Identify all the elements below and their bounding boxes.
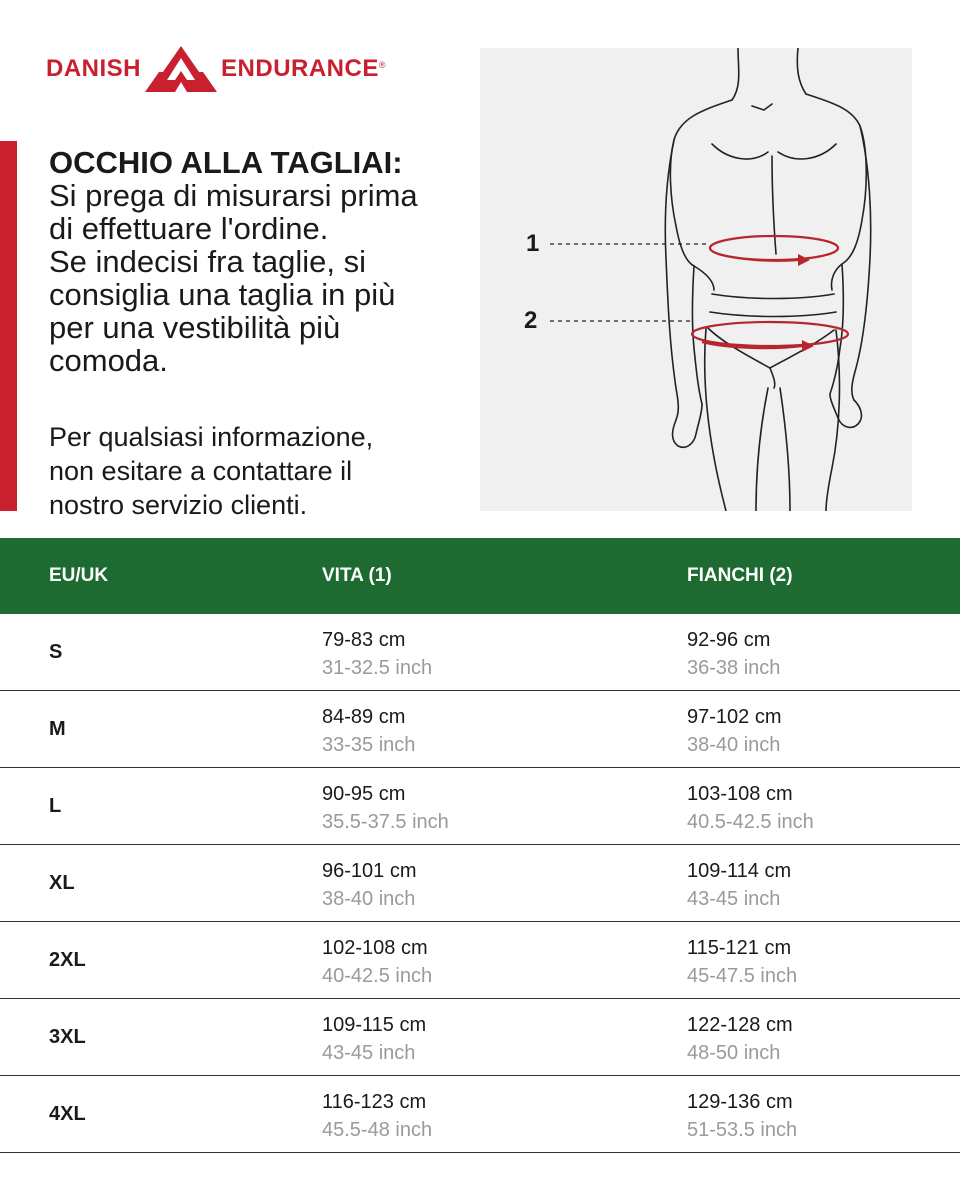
column-header-waist: VITA (1) <box>322 565 392 586</box>
size-label: M <box>49 718 66 740</box>
size-label: 2XL <box>49 949 86 971</box>
hip-cell <box>687 1011 793 1067</box>
contact-line: Per qualsiasi informazione, <box>49 422 374 452</box>
table-row <box>0 614 960 691</box>
registered-mark: ® <box>378 60 386 70</box>
table-row <box>0 691 960 768</box>
table-row <box>0 845 960 922</box>
table-row <box>0 768 960 845</box>
waist-cell <box>322 1088 432 1144</box>
size-label: 3XL <box>49 1026 86 1048</box>
hip-cm: 122-128 cm <box>687 1014 793 1036</box>
waist-inch: 33-35 inch <box>322 734 416 756</box>
hip-cell <box>687 857 791 913</box>
contact-text <box>49 420 469 522</box>
size-label: XL <box>49 872 75 894</box>
contact-line: non esitare a contattare il <box>49 456 353 486</box>
table-row <box>0 1076 960 1153</box>
hip-cell <box>687 780 814 836</box>
size-label: S <box>49 641 63 663</box>
size-table-header <box>0 538 960 614</box>
body-measurement-figure <box>480 48 912 511</box>
waist-inch: 40-42.5 inch <box>322 965 433 987</box>
hip-inch: 36-38 inch <box>687 657 781 679</box>
marker-waist: 1 <box>526 230 540 257</box>
waist-cell <box>322 626 432 682</box>
contact-line: nostro servizio clienti. <box>49 490 308 520</box>
size-table-body <box>0 614 960 1153</box>
body-outline-illustration <box>480 48 912 511</box>
hip-cm: 103-108 cm <box>687 783 793 805</box>
hip-cm: 97-102 cm <box>687 706 782 728</box>
waist-cm: 79-83 cm <box>322 629 406 651</box>
waist-inch: 35.5-37.5 inch <box>322 811 449 833</box>
size-advice-text <box>49 146 469 377</box>
waist-inch: 31-32.5 inch <box>322 657 433 679</box>
waist-cell <box>322 780 449 836</box>
hip-cm: 92-96 cm <box>687 629 771 651</box>
waist-cm: 109-115 cm <box>322 1014 427 1036</box>
advice-title: OCCHIO ALLA TAGLIAI: <box>49 145 403 180</box>
waist-inch: 43-45 inch <box>322 1042 416 1064</box>
hip-inch: 40.5-42.5 inch <box>687 811 814 833</box>
hip-cell <box>687 703 782 759</box>
waist-cell <box>322 1011 426 1067</box>
accent-bar <box>0 141 17 511</box>
hip-cm: 129-136 cm <box>687 1091 793 1113</box>
waist-cm: 116-123 cm <box>322 1091 427 1113</box>
advice-line: comoda. <box>49 343 168 378</box>
waist-cm: 102-108 cm <box>322 937 428 959</box>
table-row <box>0 922 960 999</box>
waist-cm: 96-101 cm <box>322 860 417 882</box>
column-header-hip: FIANCHI (2) <box>687 565 793 586</box>
hip-cm: 115-121 cm <box>687 937 792 959</box>
table-row <box>0 999 960 1076</box>
waist-inch: 45.5-48 inch <box>322 1119 433 1141</box>
mountain-logo-icon <box>145 44 217 94</box>
marker-hip: 2 <box>524 307 538 334</box>
hip-inch: 45-47.5 inch <box>687 965 798 987</box>
size-label: 4XL <box>49 1103 86 1125</box>
hip-cell <box>687 934 797 990</box>
logo-word-endurance: ENDURANCE <box>221 55 379 82</box>
advice-line: consiglia una taglia in più <box>49 277 396 312</box>
hip-inch: 51-53.5 inch <box>687 1119 798 1141</box>
hip-inch: 38-40 inch <box>687 734 781 756</box>
waist-cell <box>322 703 415 759</box>
brand-logo <box>46 44 386 94</box>
waist-inch: 38-40 inch <box>322 888 416 910</box>
waist-cm: 84-89 cm <box>322 706 406 728</box>
size-label: L <box>49 795 62 817</box>
hip-inch: 48-50 inch <box>687 1042 781 1064</box>
hip-cell <box>687 626 780 682</box>
column-header-size: EU/UK <box>49 565 109 586</box>
advice-line: Si prega di misurarsi prima <box>49 178 418 213</box>
waist-cell <box>322 934 432 990</box>
advice-line: Se indecisi fra taglie, si <box>49 244 367 279</box>
advice-line: di effettuare l'ordine. <box>49 211 329 246</box>
waist-cm: 90-95 cm <box>322 783 406 805</box>
logo-word-danish: DANISH <box>46 55 142 82</box>
advice-line: per una vestibilità più <box>49 310 341 345</box>
hip-cm: 109-114 cm <box>687 860 792 882</box>
hip-inch: 43-45 inch <box>687 888 781 910</box>
hip-cell <box>687 1088 797 1144</box>
waist-cell <box>322 857 417 913</box>
